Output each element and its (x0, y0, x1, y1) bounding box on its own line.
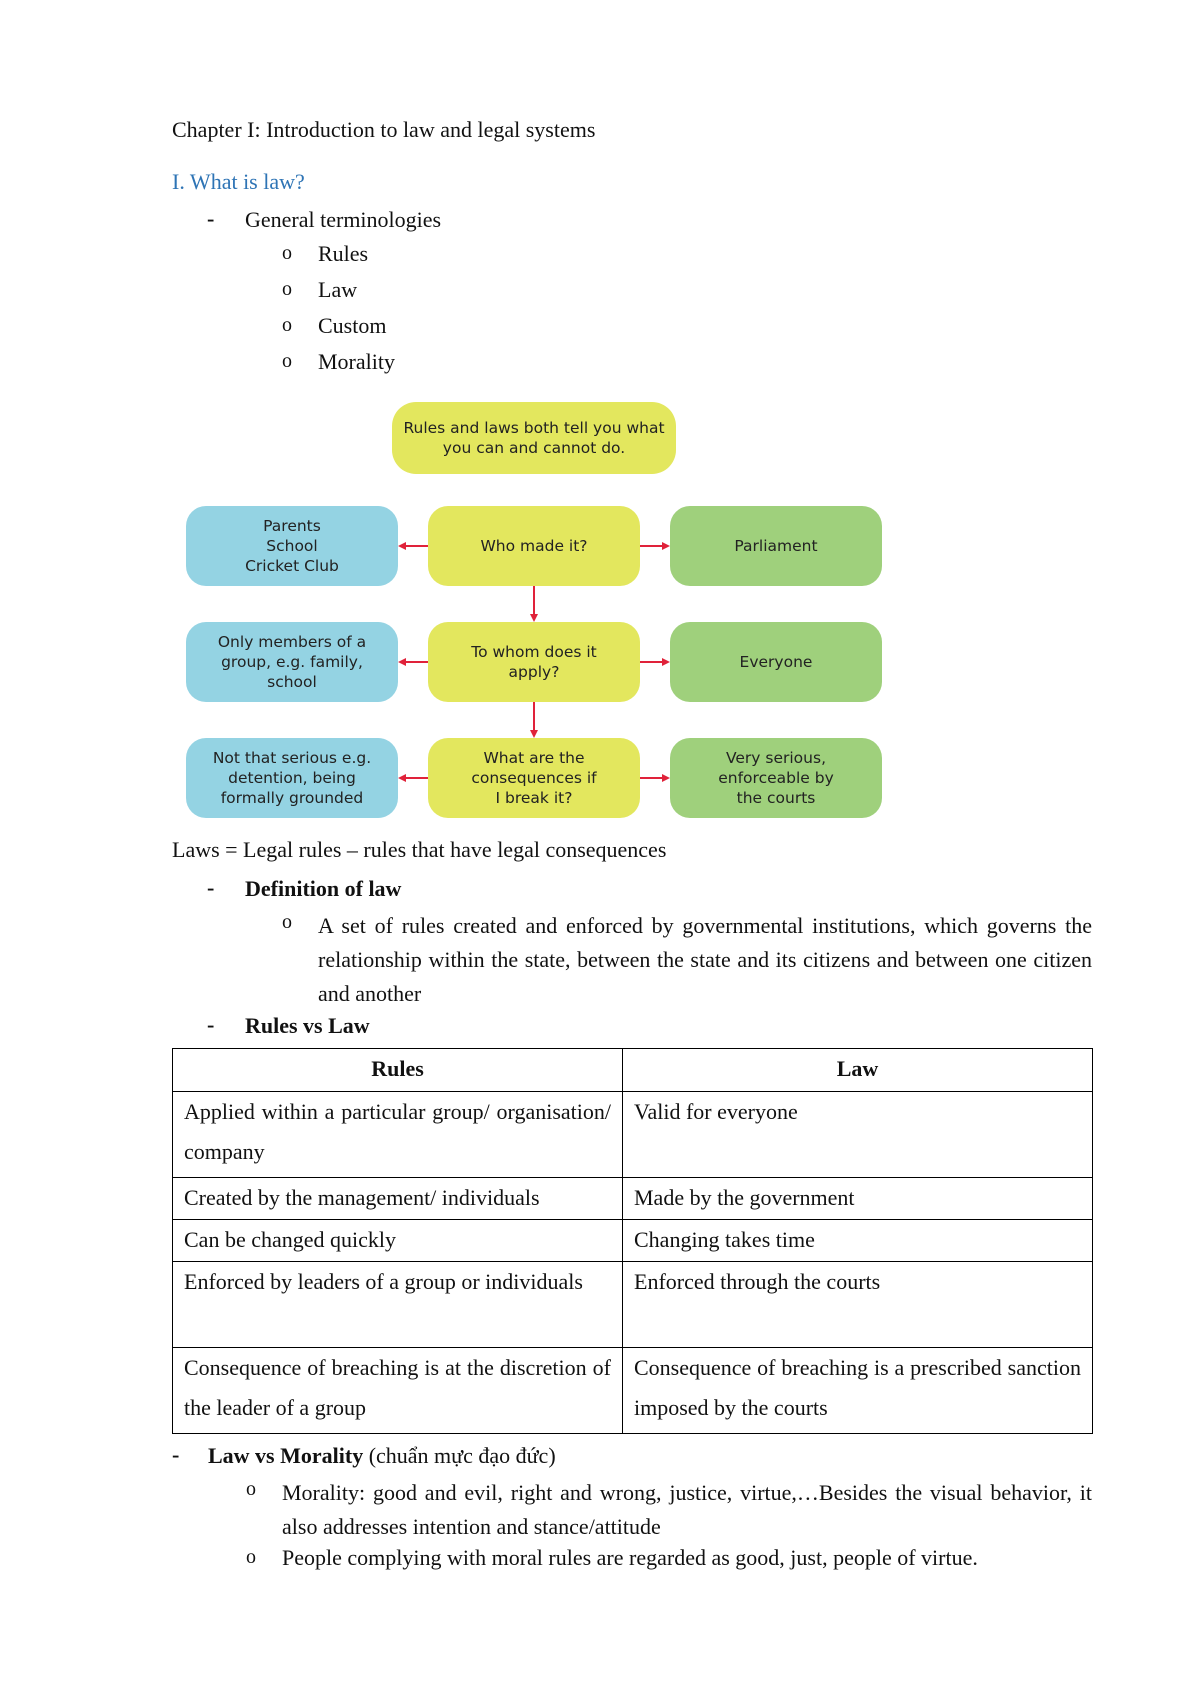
rules-vs-law-title: Rules vs Law (245, 1013, 370, 1038)
term-law: Law (318, 277, 358, 302)
table-cell: Enforced by leaders of a group or individuals (173, 1262, 623, 1348)
general-terminologies: General terminologies (245, 207, 442, 232)
table-row (173, 1262, 1093, 1348)
term-rules: Rules (318, 241, 369, 266)
circle-bullet: o (282, 911, 292, 933)
dash-bullet: - (207, 1012, 215, 1037)
diagram-rules-whom-box: Only members of a group, e.g. family, school (186, 622, 398, 702)
law-vs-morality-subtitle: (chuẩn mực đạo đức) (368, 1443, 556, 1468)
table-cell: Created by the management/ individuals (173, 1178, 623, 1220)
morality-point-1: Morality: good and evil, right and wrong, justice, virtue,…Besides the visual behavior, it also addresses intention and stance/attitude (282, 1480, 1092, 1539)
table-header-row (173, 1049, 1093, 1092)
definition-title: Definition of law (245, 876, 402, 901)
table-row (173, 1178, 1093, 1220)
diagram-law-consequence-box: Very serious, enforceable by the courts (670, 738, 882, 818)
circle-bullet: o (282, 242, 292, 264)
diagram-consequences-box: What are the consequences if I break it? (428, 738, 640, 818)
table-cell: Can be changed quickly (173, 1220, 623, 1262)
table-cell: Applied within a particular group/ organisation/ company (173, 1092, 623, 1178)
chapter-title: Chapter I: Introduction to law and legal systems (172, 117, 596, 142)
dash-bullet: - (207, 875, 215, 900)
diagram-top-box: Rules and laws both tell you what you can and cannot do. (392, 402, 676, 474)
table-cell: Valid for everyone (623, 1092, 1093, 1178)
definition-text: A set of rules created and enforced by governmental institutions, which governs the relationship within the state, between the state and its citizens and between one citizen and another (318, 913, 1092, 1006)
term-custom: Custom (318, 313, 387, 338)
term-morality: Morality (318, 349, 395, 374)
table-cell: Consequence of breaching is at the discretion of the leader of a group (173, 1348, 623, 1434)
diagram-rules-consequence-box: Not that serious e.g. detention, being formally grounded (186, 738, 398, 818)
dash-bullet: - (207, 206, 215, 231)
table-row (173, 1220, 1093, 1262)
diagram-to-whom-box: To whom does it apply? (428, 622, 640, 702)
rules-vs-law-table (172, 1048, 1093, 1434)
table-header-rules: Rules (173, 1049, 623, 1092)
table-cell: Made by the government (623, 1178, 1093, 1220)
circle-bullet: o (246, 1478, 256, 1500)
diagram-who-made-box: Who made it? (428, 506, 640, 586)
morality-point-2: People complying with moral rules are regarded as good, just, people of virtue. (282, 1545, 978, 1570)
table-header-law: Law (623, 1049, 1093, 1092)
dash-bullet: - (172, 1442, 180, 1467)
table-cell: Enforced through the courts (623, 1262, 1093, 1348)
circle-bullet: o (282, 278, 292, 300)
circle-bullet: o (282, 314, 292, 336)
circle-bullet: o (246, 1546, 256, 1568)
table-row (173, 1348, 1093, 1434)
diagram-rules-who-box: Parents School Cricket Club (186, 506, 398, 586)
section-heading: I. What is law? (172, 169, 305, 194)
table-cell: Changing takes time (623, 1220, 1093, 1262)
diagram-law-whom-box: Everyone (670, 622, 882, 702)
table-row (173, 1092, 1093, 1178)
table-cell: Consequence of breaching is a prescribed sanction imposed by the courts (623, 1348, 1093, 1434)
diagram-law-who-box: Parliament (670, 506, 882, 586)
law-vs-morality-title: Law vs Morality (208, 1443, 364, 1468)
law-vs-morality-heading (208, 1442, 556, 1470)
circle-bullet: o (282, 350, 292, 372)
laws-definition-line: Laws = Legal rules – rules that have legal consequences (172, 837, 667, 862)
